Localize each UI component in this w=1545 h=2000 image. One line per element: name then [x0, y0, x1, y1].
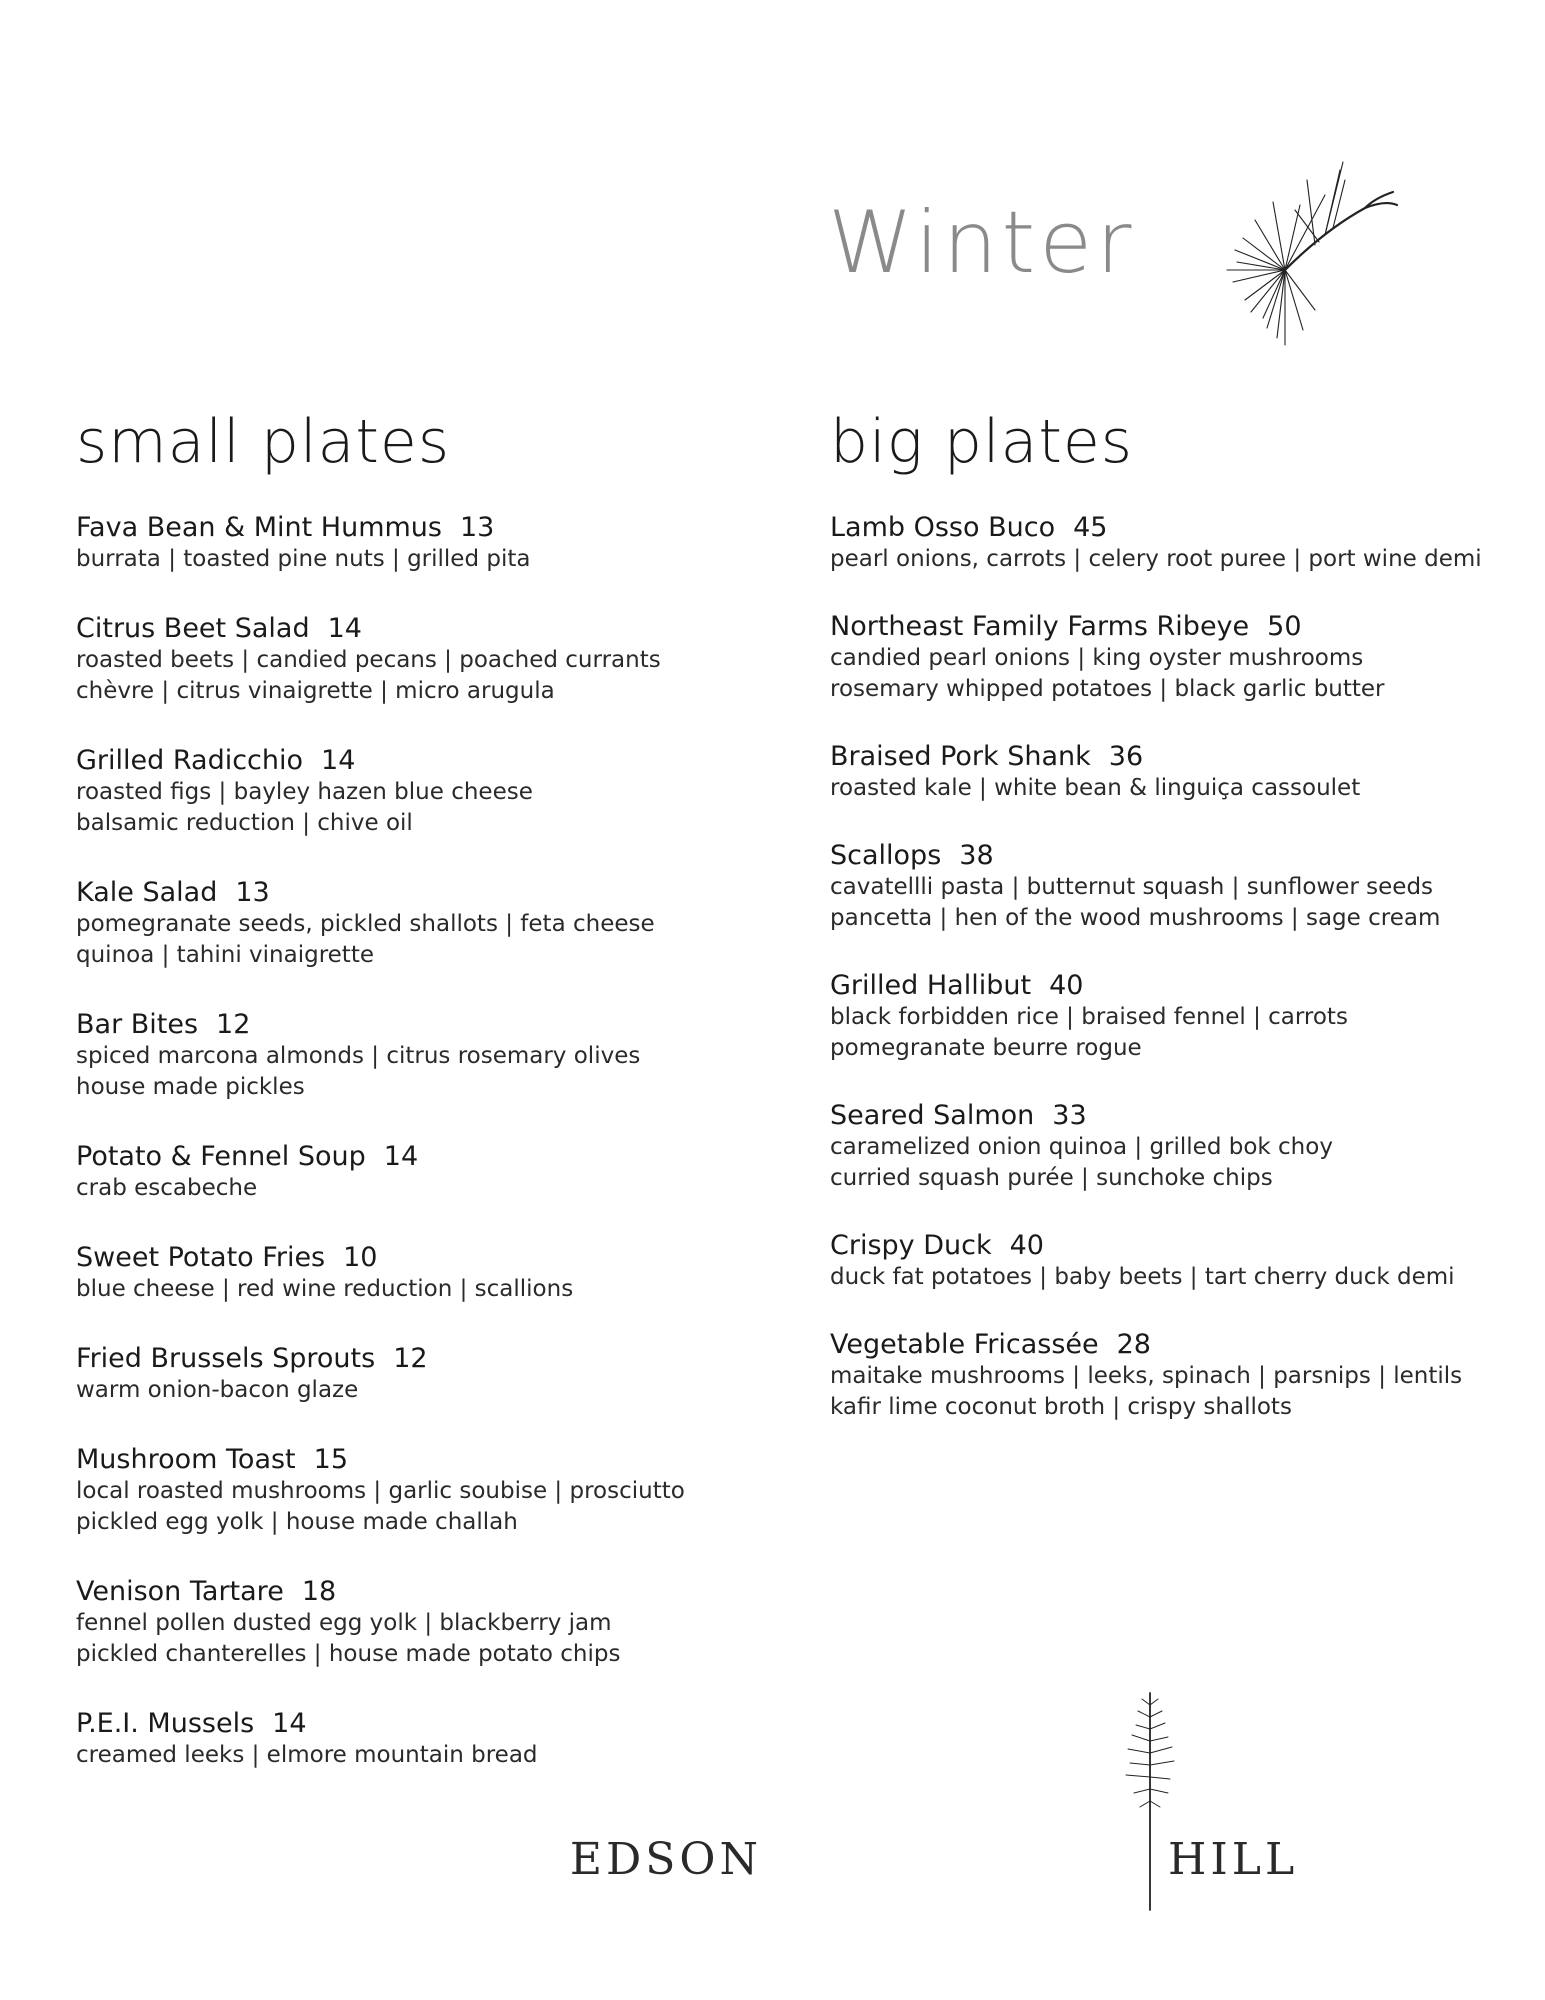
- small-plates-column: [76, 407, 716, 1809]
- menu-item: [76, 1141, 716, 1204]
- menu-item-name: Lamb Osso Buco: [830, 512, 1056, 543]
- menu-item: [76, 877, 716, 971]
- menu-item: [830, 970, 1530, 1064]
- menu-item: [76, 745, 716, 839]
- menu-item-description: spiced marcona almonds | citrus rosemary olives: [76, 1043, 641, 1069]
- menu-item-description: chèvre | citrus vinaigrette | micro arugula: [76, 678, 555, 704]
- menu-item-name: Vegetable Fricassée: [830, 1329, 1099, 1360]
- menu-item-description: pomegranate seeds, pickled shallots | feta cheese: [76, 911, 655, 937]
- menu-item-title: [76, 1009, 716, 1041]
- menu-item-price: 40: [1049, 970, 1084, 1001]
- small-plates-heading: small plates: [76, 407, 451, 477]
- menu-item: [830, 840, 1530, 934]
- menu-item-title: [76, 877, 716, 909]
- menu-item-description: creamed leeks | elmore mountain bread: [76, 1742, 538, 1768]
- menu-item-name: Northeast Family Farms Ribeye: [830, 611, 1250, 642]
- menu-item-description: duck fat potatoes | baby beets | tart cherry duck demi: [830, 1264, 1455, 1290]
- menu-item-name: Scallops: [830, 840, 942, 871]
- menu-item-name: Bar Bites: [76, 1009, 199, 1040]
- menu-item-title: [76, 745, 716, 777]
- menu-item-name: Kale Salad: [76, 877, 218, 908]
- menu-item-title: [76, 1141, 716, 1173]
- menu-item: [830, 1230, 1530, 1293]
- menu-item-description: cavatellli pasta | butternut squash | sunflower seeds: [830, 874, 1434, 900]
- menu-item-name: Venison Tartare: [76, 1576, 284, 1607]
- menu-item: [76, 1576, 716, 1670]
- menu-item-price: 18: [301, 1576, 337, 1607]
- menu-item-name: P.E.I. Mussels: [76, 1708, 255, 1739]
- menu-item-price: 28: [1116, 1329, 1151, 1360]
- menu-item-price: 12: [216, 1009, 251, 1040]
- menu-item: [830, 512, 1530, 575]
- menu-item-title: [830, 512, 1530, 544]
- menu-item: [76, 512, 716, 575]
- menu-item-description: kafir lime coconut broth | crispy shallots: [830, 1394, 1292, 1420]
- menu-item-price: 36: [1108, 741, 1144, 772]
- menu-item-name: Fava Bean & Mint Hummus: [76, 512, 442, 543]
- menu-item-description: candied pearl onions | king oyster mushrooms: [830, 645, 1364, 671]
- menu-item-price: 50: [1267, 611, 1302, 642]
- menu-item-description: house made pickles: [76, 1074, 305, 1100]
- menu-item: [76, 1009, 716, 1103]
- menu-item-title: [830, 970, 1530, 1002]
- menu-item-name: Fried Brussels Sprouts: [76, 1343, 376, 1374]
- menu-item-description: warm onion-bacon glaze: [76, 1377, 359, 1403]
- menu-item-description: pickled chanterelles | house made potato chips: [76, 1641, 621, 1667]
- menu-item-name: Braised Pork Shank: [830, 741, 1091, 772]
- big-plates-column: [830, 407, 1530, 1459]
- menu-item-description: pomegranate beurre rogue: [830, 1035, 1142, 1061]
- menu-item-description: rosemary whipped potatoes | black garlic butter: [830, 676, 1385, 702]
- menu-item-description: blue cheese | red wine reduction | scallions: [76, 1276, 574, 1302]
- menu-item-title: [76, 1576, 716, 1608]
- menu-item: [830, 1329, 1530, 1423]
- menu-item-name: Sweet Potato Fries: [76, 1242, 326, 1273]
- menu-item-title: [76, 512, 716, 544]
- menu-item-name: Citrus Beet Salad: [76, 613, 310, 644]
- menu-item-title: [830, 1100, 1530, 1132]
- menu-item-description: fennel pollen dusted egg yolk | blackberry jam: [76, 1610, 612, 1636]
- big-plates-list: [830, 512, 1530, 1423]
- menu-item-price: 14: [321, 745, 356, 776]
- menu-item-title: [830, 1230, 1530, 1262]
- menu-item-title: [76, 613, 716, 645]
- menu-item-description: local roasted mushrooms | garlic soubise | prosciutto: [76, 1478, 685, 1504]
- menu-item-description: balsamic reduction | chive oil: [76, 810, 413, 836]
- menu-item: [76, 1343, 716, 1406]
- big-plates-heading: big plates: [830, 407, 1134, 477]
- menu-item-description: pickled egg yolk | house made challah: [76, 1509, 518, 1535]
- pine-sprig-icon: [1215, 150, 1425, 365]
- menu-item-description: caramelized onion quinoa | grilled bok choy: [830, 1134, 1333, 1160]
- menu-item-name: Grilled Hallibut: [830, 970, 1032, 1001]
- small-plates-list: [76, 512, 716, 1771]
- season-title: Winter: [828, 193, 1136, 293]
- menu-item-title: [76, 1444, 716, 1476]
- menu-item-price: 14: [383, 1141, 419, 1172]
- menu-item-name: Potato & Fennel Soup: [76, 1141, 366, 1172]
- menu-item-title: [830, 741, 1530, 773]
- menu-item-price: 38: [959, 840, 994, 871]
- menu-item: [830, 741, 1530, 804]
- menu-item-description: quinoa | tahini vinaigrette: [76, 942, 374, 968]
- menu-item-description: crab escabeche: [76, 1175, 258, 1201]
- menu-item-title: [830, 840, 1530, 872]
- menu-item-price: 45: [1073, 512, 1108, 543]
- menu-item: [76, 1444, 716, 1538]
- menu-item: [76, 1242, 716, 1305]
- menu-item-description: roasted kale | white bean & linguiça cassoulet: [830, 775, 1361, 801]
- menu-item-description: pearl onions, carrots | celery root puree | port wine demi: [830, 546, 1482, 572]
- menu-item: [830, 1100, 1530, 1194]
- menu-item-name: Crispy Duck: [830, 1230, 992, 1261]
- menu-item-description: maitake mushrooms | leeks, spinach | parsnips | lentils: [830, 1363, 1463, 1389]
- menu-item-price: 15: [313, 1444, 348, 1475]
- menu-item-title: [76, 1708, 716, 1740]
- menu-item: [76, 613, 716, 707]
- menu-item-title: [830, 611, 1530, 643]
- menu-item-description: burrata | toasted pine nuts | grilled pita: [76, 546, 531, 572]
- menu-item-price: 13: [235, 877, 270, 908]
- menu-item-description: roasted figs | bayley hazen blue cheese: [76, 779, 533, 805]
- menu-item-title: [830, 1329, 1530, 1361]
- menu-item-price: 14: [272, 1708, 307, 1739]
- menu-item-title: [76, 1343, 716, 1375]
- menu-item-name: Grilled Radicchio: [76, 745, 304, 776]
- menu-item-name: Seared Salmon: [830, 1100, 1035, 1131]
- menu-item-description: pancetta | hen of the wood mushrooms | sage cream: [830, 905, 1441, 931]
- menu-item-price: 40: [1009, 1230, 1044, 1261]
- menu-item-price: 10: [343, 1242, 378, 1273]
- menu-item-price: 12: [393, 1343, 428, 1374]
- menu-item-description: roasted beets | candied pecans | poached currants: [76, 647, 661, 673]
- menu-item-price: 13: [460, 512, 495, 543]
- menu-item-price: 14: [327, 613, 362, 644]
- menu-item-title: [76, 1242, 716, 1274]
- menu-item: [76, 1708, 716, 1771]
- menu-item-description: curried squash purée | sunchoke chips: [830, 1165, 1273, 1191]
- menu-item-description: black forbidden rice | braised fennel | carrots: [830, 1004, 1348, 1030]
- logo-left-word: EDSON: [569, 1834, 762, 1885]
- menu-item: [830, 611, 1530, 705]
- menu-item-price: 33: [1052, 1100, 1087, 1131]
- logo-right-word: HILL: [1168, 1834, 1299, 1885]
- menu-item-name: Mushroom Toast: [76, 1444, 296, 1475]
